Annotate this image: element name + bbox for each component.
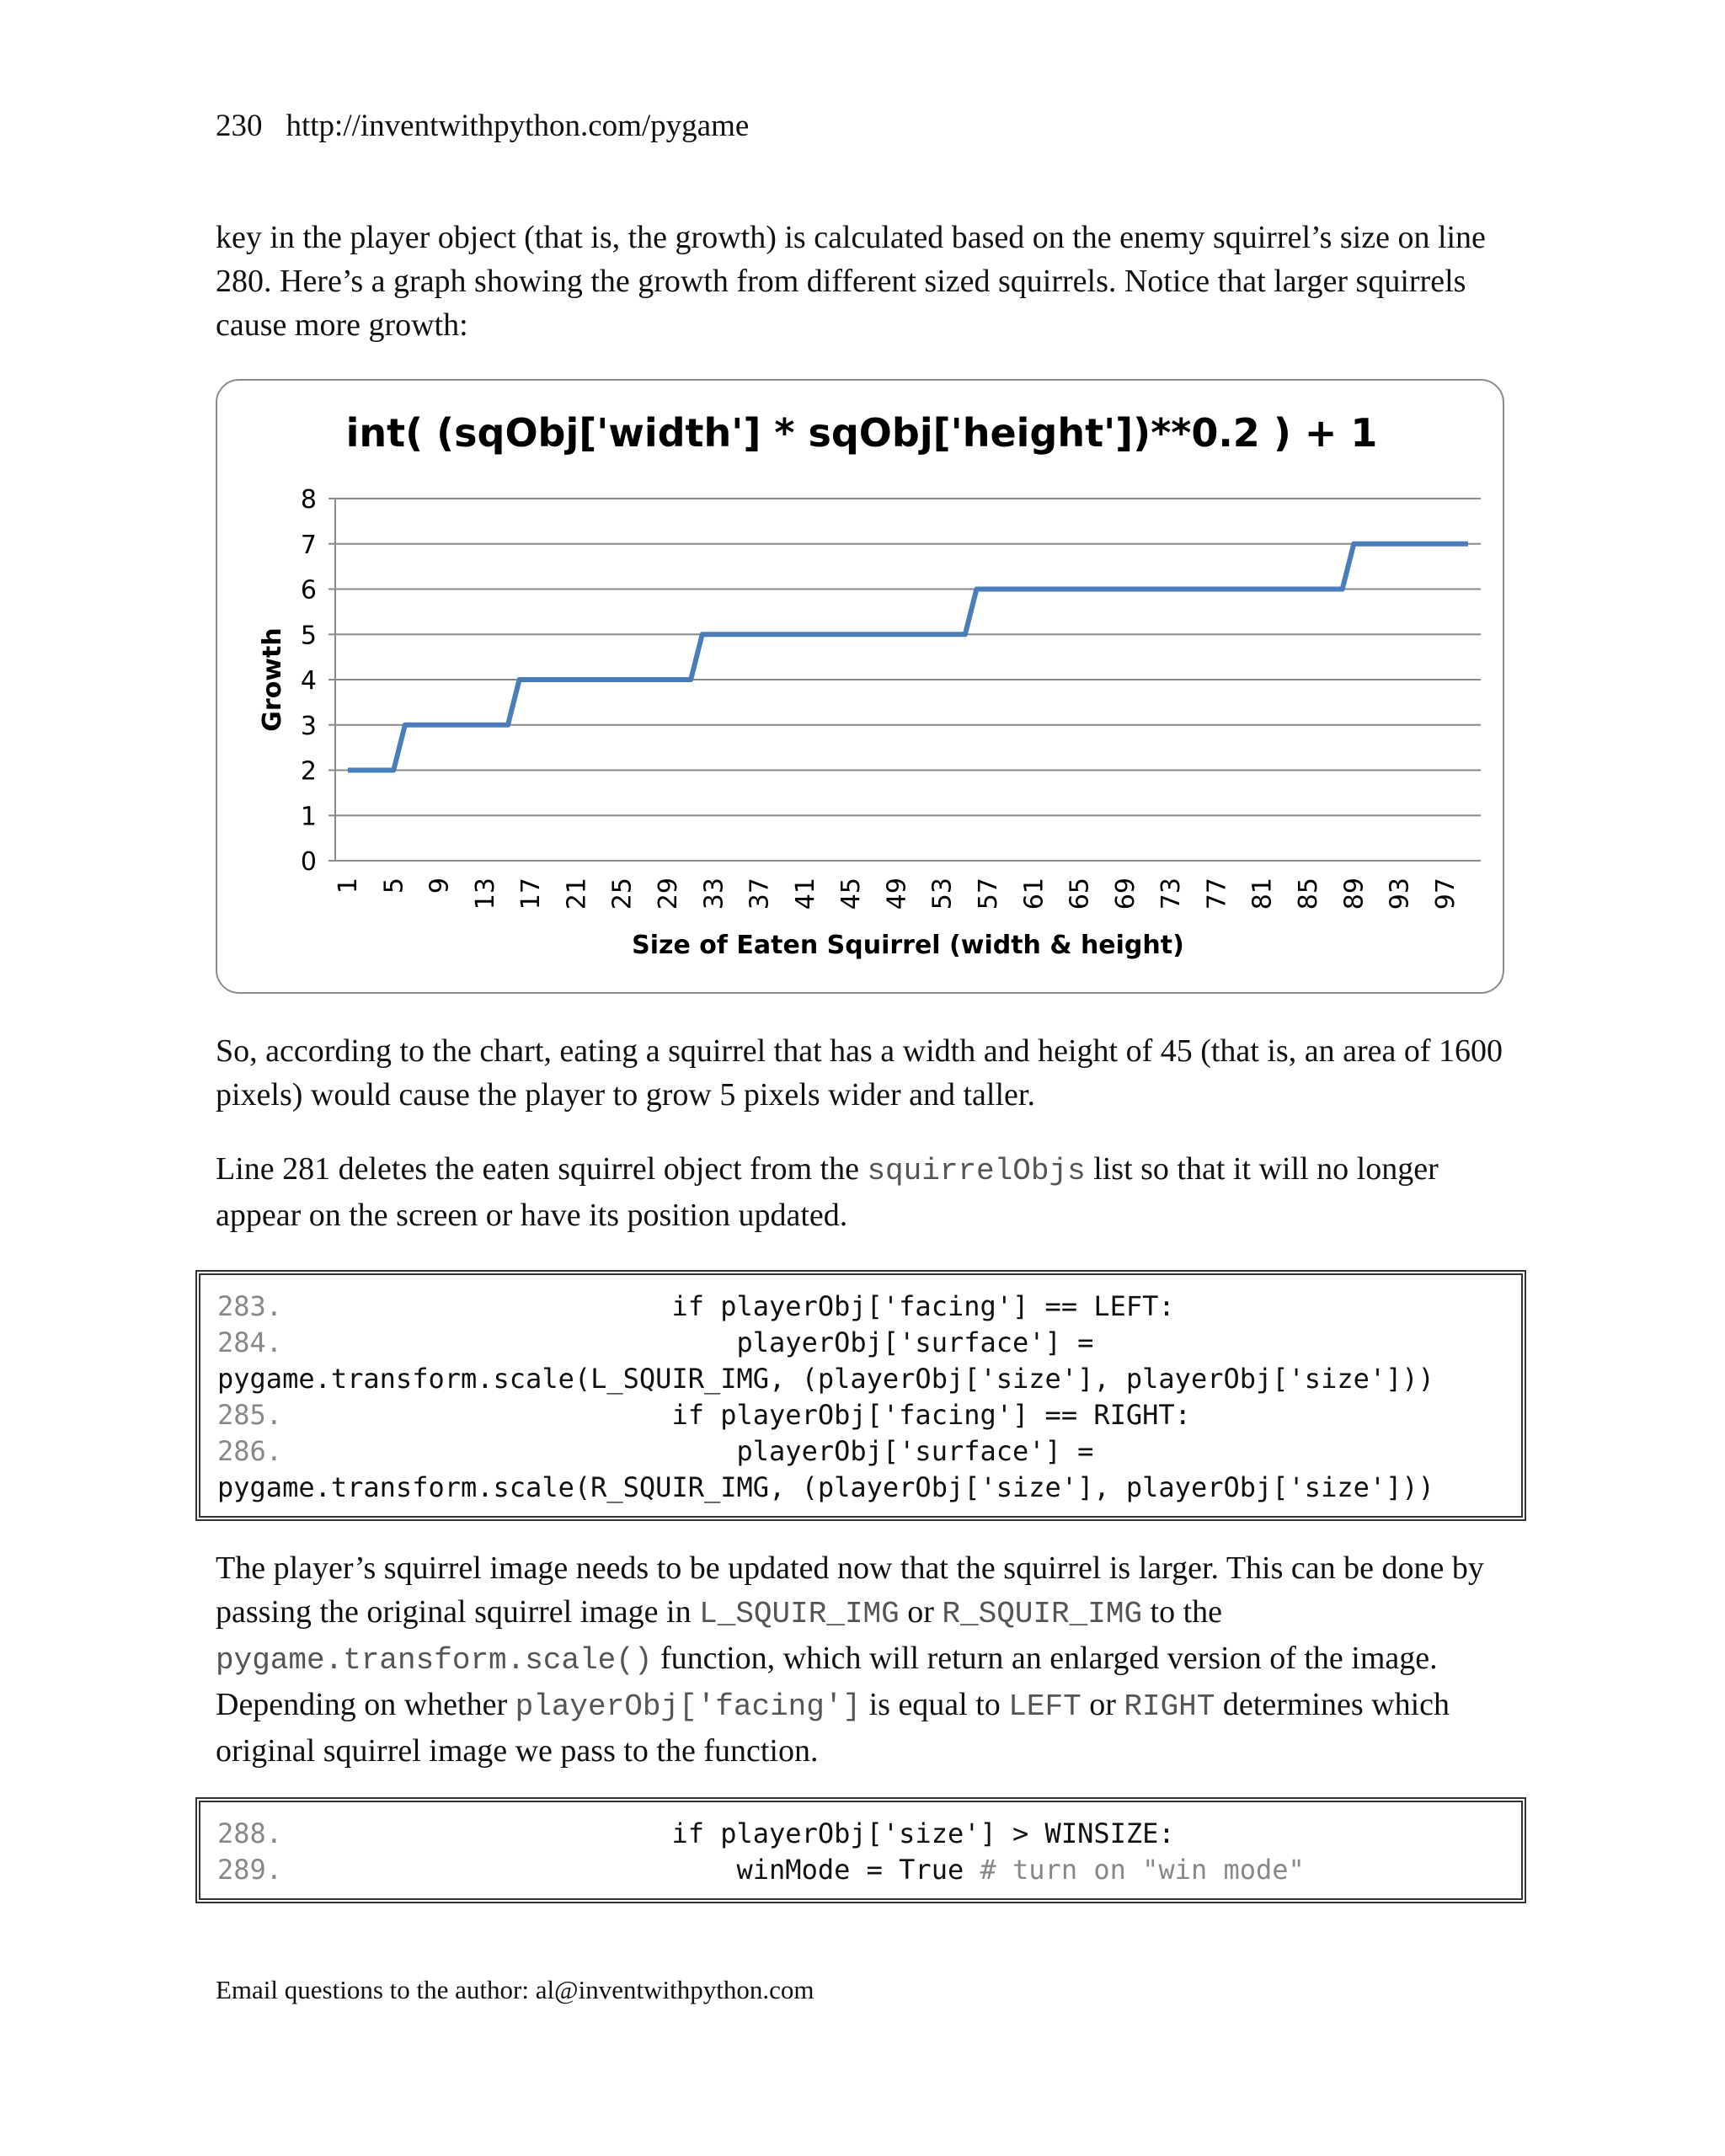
y-axis-label: Growth — [258, 627, 287, 732]
y-tick-label: 7 — [300, 530, 317, 560]
line-number: 283. — [217, 1290, 283, 1322]
x-tick-label: 81 — [1247, 878, 1278, 910]
code-line — [217, 1852, 1504, 1888]
x-tick-label: 5 — [379, 878, 409, 894]
x-tick-label: 85 — [1294, 878, 1323, 910]
x-tick-label: 1 — [334, 878, 363, 894]
code-playerobj-facing: playerObj['facing'] — [515, 1689, 862, 1724]
x-tick-label: 65 — [1065, 878, 1095, 910]
line-number: 284. — [217, 1326, 283, 1358]
x-tick-label: 29 — [654, 878, 683, 910]
y-tick-label: 4 — [300, 666, 317, 696]
gridlines — [328, 499, 1481, 861]
code-text: if playerObj['facing'] == RIGHT: — [282, 1399, 1191, 1431]
x-tick-label: 77 — [1202, 878, 1232, 910]
y-tick-label: 5 — [300, 621, 317, 651]
x-tick-label: 37 — [745, 878, 775, 910]
code-squirrelobjs: squirrelObjs — [867, 1154, 1086, 1188]
x-tick-label: 21 — [562, 878, 592, 910]
x-tick-label: 33 — [699, 878, 729, 910]
line-number: 286. — [217, 1435, 283, 1467]
x-tick-label: 53 — [927, 878, 958, 910]
chart-svg — [217, 381, 1506, 995]
code-pygame-transform-scale: pygame.transform.scale() — [216, 1643, 653, 1678]
x-tick-label: 41 — [790, 878, 820, 910]
y-tick-label: 0 — [300, 847, 317, 877]
y-tick-label: 6 — [300, 575, 317, 606]
code-line — [217, 1433, 1504, 1470]
x-tick-label: 61 — [1019, 878, 1049, 910]
series-line-growth — [348, 544, 1468, 771]
code-text: pygame.transform.scale(R_SQUIR_IMG, (playerObj['size'], playerObj['size'])) — [217, 1471, 1434, 1503]
code-line — [217, 1397, 1504, 1433]
header-url[interactable]: http://inventwithpython.com/pygame — [286, 109, 750, 143]
line-number: 288. — [217, 1817, 283, 1849]
page-footer: Email questions to the author: al@inventwithpython.com — [216, 1975, 814, 2004]
code-line — [217, 1325, 1504, 1361]
x-tick-label: 9 — [425, 878, 455, 894]
growth-chart — [216, 379, 1504, 994]
x-tick-labels — [334, 878, 1461, 910]
code-listing-283-286 — [195, 1270, 1526, 1521]
x-tick-label: 17 — [516, 878, 547, 910]
y-tick-label: 3 — [300, 711, 317, 741]
y-tick-label: 8 — [300, 485, 317, 515]
x-tick-label: 73 — [1156, 878, 1187, 910]
para4-text-1: The player’s squirrel image needs to be updated now that the squirrel is larger. This can be done by passing the original squirrel image in — [216, 1550, 1484, 1630]
x-tick-label: 13 — [470, 878, 500, 910]
y-tick-label: 1 — [300, 802, 317, 832]
x-tick-label: 89 — [1339, 878, 1370, 910]
paragraph-squirrel-image — [216, 1546, 1530, 1773]
code-text: pygame.transform.scale(L_SQUIR_IMG, (playerObj['size'], playerObj['size'])) — [217, 1363, 1434, 1395]
line-number: 289. — [217, 1854, 283, 1886]
line-number: 285. — [217, 1399, 283, 1431]
paragraph-intro: key in the player object (that is, the growth) is calculated based on the enemy squirrel’s size on line 280. Here’s a graph showing the growth from different sized squirrels. Notice that larger squirrels cause more growth: — [216, 220, 1486, 343]
code-line — [217, 1361, 1504, 1397]
code-text: if playerObj['size'] > WINSIZE: — [282, 1817, 1175, 1849]
page-header — [216, 108, 749, 144]
code-l-squir-img: L_SQUIR_IMG — [699, 1597, 900, 1631]
para4-text-2: or — [899, 1594, 943, 1630]
code-right: RIGHT — [1124, 1689, 1215, 1724]
para4-text-3: to the — [1142, 1594, 1223, 1630]
code-listing-288-289 — [195, 1797, 1526, 1903]
para4-text-7: determines which original squirrel image we pass to the function. — [216, 1687, 1450, 1769]
x-axis-label: Size of Eaten Squirrel (width & height) — [632, 931, 1184, 960]
code-text: winMode = True — [282, 1854, 980, 1886]
x-tick-label: 25 — [607, 878, 638, 910]
x-tick-label: 69 — [1110, 878, 1140, 910]
code-line — [217, 1289, 1504, 1325]
x-tick-label: 45 — [836, 878, 867, 910]
para3-text-after: list so that it will no longer appear on the screen or have its position updated. — [216, 1151, 1439, 1233]
para4-text-6: or — [1081, 1687, 1124, 1722]
code-r-squir-img: R_SQUIR_IMG — [942, 1597, 1143, 1631]
x-tick-label: 57 — [974, 878, 1003, 910]
code-text: playerObj['surface'] = — [282, 1435, 1094, 1467]
y-tick-labels — [301, 485, 317, 877]
x-tick-label: 93 — [1385, 878, 1415, 910]
code-comment: # turn on "win mode" — [980, 1854, 1305, 1886]
para4-text-5: is equal to — [861, 1687, 1009, 1722]
code-line — [217, 1470, 1504, 1506]
x-tick-label: 49 — [882, 878, 912, 910]
y-tick-label: 2 — [300, 756, 317, 787]
para3-text-before: Line 281 deletes the eaten squirrel object from the — [216, 1151, 868, 1187]
para4-text-4: function, which will return an enlarged version of the image. Depending on whether — [216, 1641, 1438, 1722]
chart-title: int( (sqObj['width'] * sqObj['height'])**0.2 ) + 1 — [345, 410, 1378, 456]
paragraph-chart-explanation: So, according to the chart, eating a squirrel that has a width and height of 45 (that is, an area of 1600 pixels) would cause the player to grow 5 pixels wider and taller. — [216, 1033, 1503, 1113]
x-tick-label: 97 — [1430, 878, 1461, 910]
page-number: 230 — [216, 109, 263, 143]
code-text: playerObj['surface'] = — [282, 1326, 1094, 1358]
code-text: if playerObj['facing'] == LEFT: — [282, 1290, 1175, 1322]
code-left: LEFT — [1008, 1689, 1081, 1724]
code-line — [217, 1816, 1504, 1852]
paragraph-delete-squirrel — [216, 1147, 1530, 1237]
